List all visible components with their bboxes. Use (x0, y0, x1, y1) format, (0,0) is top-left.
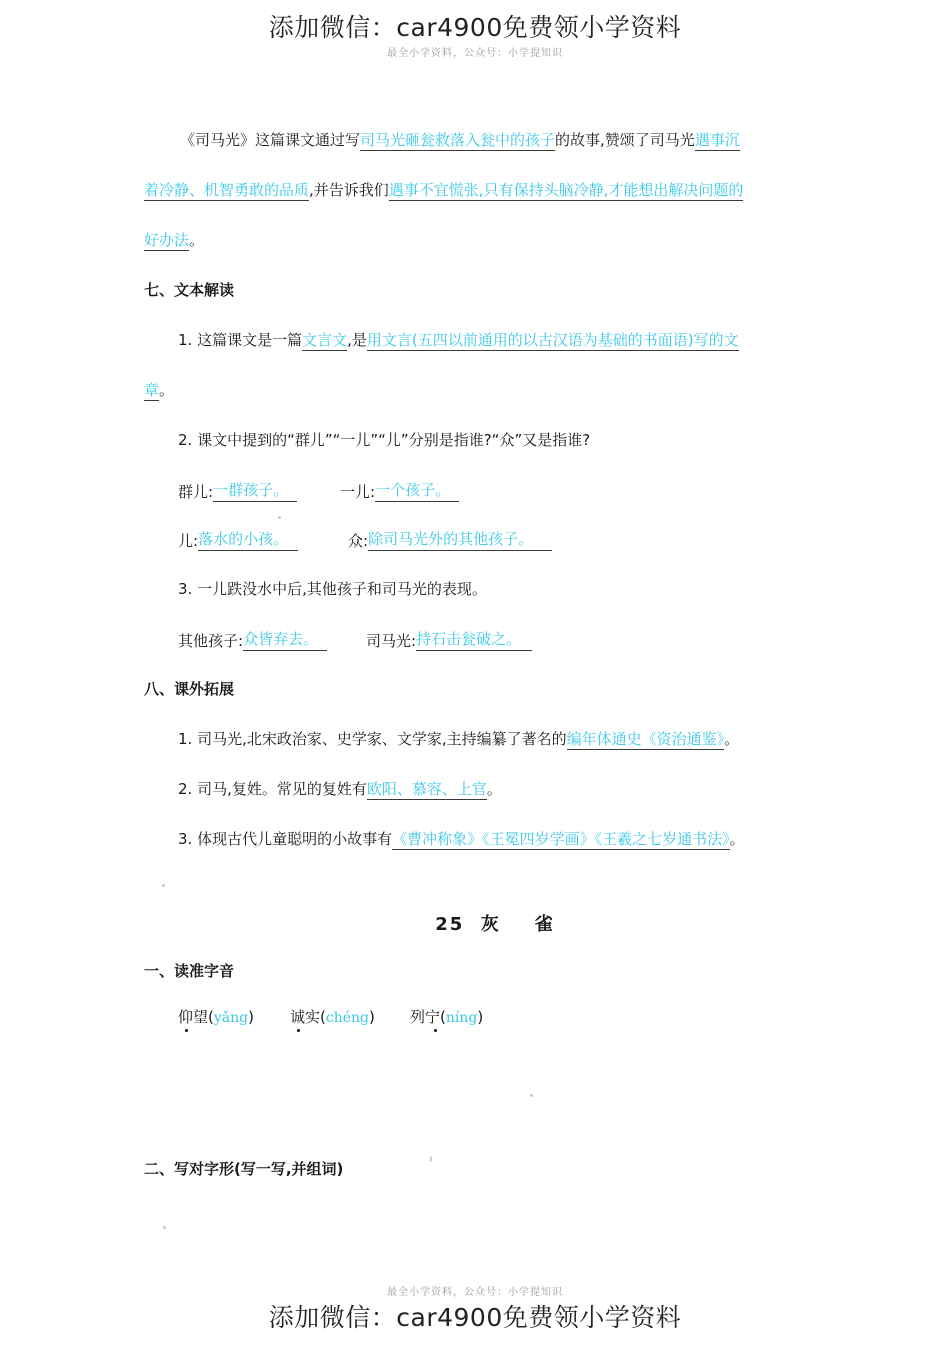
extension-item-2 (178, 779, 502, 799)
pinyin-item-3 (410, 1007, 483, 1028)
summary-line-3 (144, 230, 204, 250)
item-text: 。 (729, 830, 745, 848)
scan-speck (430, 1156, 432, 1162)
target-char: 仰 (178, 1008, 194, 1026)
word-text: ) (477, 1008, 484, 1026)
question-1 (178, 330, 739, 350)
scan-speck (163, 1226, 166, 1229)
pinyin-answer: chéng (325, 1010, 369, 1026)
pinyin-answer: yǎng (213, 1010, 249, 1026)
item-text: 3. 体现古代儿童聪明的小故事有 (178, 830, 393, 848)
answer-row-3b (366, 629, 532, 651)
scan-speck (278, 516, 281, 519)
question-text: 1. 这篇课文是一篇 (178, 331, 303, 349)
answer-blank: 持石击瓮破之。 (416, 629, 532, 651)
item-text: 。 (724, 730, 740, 748)
answer-blank: 落水的小孩。 (198, 529, 298, 551)
extension-item-1 (178, 729, 739, 749)
answer-row-2b (348, 529, 552, 551)
summary-text: 的故事,赞颂了司马光 (555, 131, 695, 149)
answer-blank: 除司马光外的其他孩子。 (368, 529, 552, 551)
item-text: 2. 司马,复姓。常见的复姓有 (178, 780, 367, 798)
extension-item-3 (178, 829, 745, 849)
answer-row-2 (178, 529, 298, 551)
target-char: 诚 (290, 1008, 306, 1026)
pinyin-answer: níng (445, 1010, 478, 1026)
lesson-number: 25 (435, 914, 465, 935)
faint-header-text: 最全小学资料，公众号：小学提知识 (387, 48, 563, 59)
watermark-bottom: 添加微信：car4900免费领小学资料 (268, 1303, 682, 1332)
answer-row-3 (178, 629, 327, 651)
lesson-section-heading-2: 二、写对字形(写一写,并组词) (144, 1160, 344, 1178)
answer-blank: 编年体通史《资治通鉴》 (566, 730, 725, 748)
word-text: ) (369, 1008, 375, 1026)
answer-label: 群儿: (178, 483, 214, 501)
answer-blank: 用文言(五四以前通用的以古汉语为基础的书面语)写的文 (366, 331, 739, 349)
word-text: ) (248, 1008, 254, 1026)
scan-speck (162, 884, 165, 887)
summary-line-1 (180, 130, 740, 150)
answer-blank: 章 (144, 381, 160, 399)
question-2: 2. 课文中提到的“群儿”“一儿”“儿”分别是指谁?“众”又是指谁? (178, 431, 591, 449)
faint-footer-text: 最全小学资料，公众号：小学提知识 (387, 1287, 563, 1298)
answer-blank: 司马光砸瓮救落入瓮中的孩子 (360, 131, 556, 149)
answer-blank: 好办法 (144, 231, 190, 249)
summary-text: 。 (189, 231, 205, 249)
pinyin-item-1 (178, 1007, 254, 1028)
pinyin-item-2 (290, 1007, 375, 1028)
answer-blank: 遇事沉 (694, 131, 740, 149)
summary-text: ,并告诉我们 (309, 181, 389, 199)
scan-speck (530, 1094, 533, 1097)
answer-label: 众: (348, 532, 369, 550)
word-text: 实( (305, 1008, 326, 1026)
answer-label: 其他孩子: (178, 632, 244, 650)
item-text: 1. 司马光,北宋政治家、史学家、文学家,主持编纂了著名的 (178, 730, 567, 748)
section-heading-7: 七、文本解读 (144, 281, 235, 299)
lesson-title-char: 灰 (480, 914, 501, 935)
watermark-top: 添加微信：car4900免费领小学资料 (268, 13, 682, 42)
answer-blank: 一个孩子。 (375, 480, 459, 502)
answer-label: 司马光: (366, 632, 417, 650)
answer-blank: 欧阳、慕容、上官 (366, 780, 487, 798)
target-char: 宁( (425, 1008, 446, 1026)
answer-blank: 一群孩子。 (213, 480, 297, 502)
section-heading-8: 八、课外拓展 (144, 680, 235, 698)
question-text: ,是 (347, 331, 367, 349)
answer-blank: 着冷静、机智勇敢的品质 (144, 181, 310, 199)
answer-label: 儿: (178, 532, 199, 550)
lesson-title (0, 910, 950, 936)
summary-line-2 (144, 180, 743, 200)
question-1-cont (144, 380, 174, 400)
answer-row-1 (178, 480, 297, 502)
summary-text: 《司马光》这篇课文通过写 (180, 131, 361, 149)
lesson-title-char: 雀 (534, 914, 555, 935)
question-3: 3. 一儿跌没水中后,其他孩子和司马光的表现。 (178, 580, 487, 598)
answer-blank: 众皆弃去。 (243, 629, 327, 651)
lesson-section-heading-1: 一、读准字音 (144, 962, 235, 980)
answer-blank: 文言文 (302, 331, 348, 349)
answer-blank: 遇事不宜慌张,只有保持头脑冷静,才能想出解决问题的 (388, 181, 744, 199)
answer-blank: 《曹冲称象》《王冕四岁学画》《王羲之七岁通书法》 (392, 830, 730, 848)
word-text: 列 (410, 1008, 426, 1026)
answer-row-1b (340, 480, 459, 502)
word-text: 望( (193, 1008, 214, 1026)
answer-label: 一儿: (340, 483, 376, 501)
question-text: 。 (159, 381, 175, 399)
item-text: 。 (486, 780, 502, 798)
